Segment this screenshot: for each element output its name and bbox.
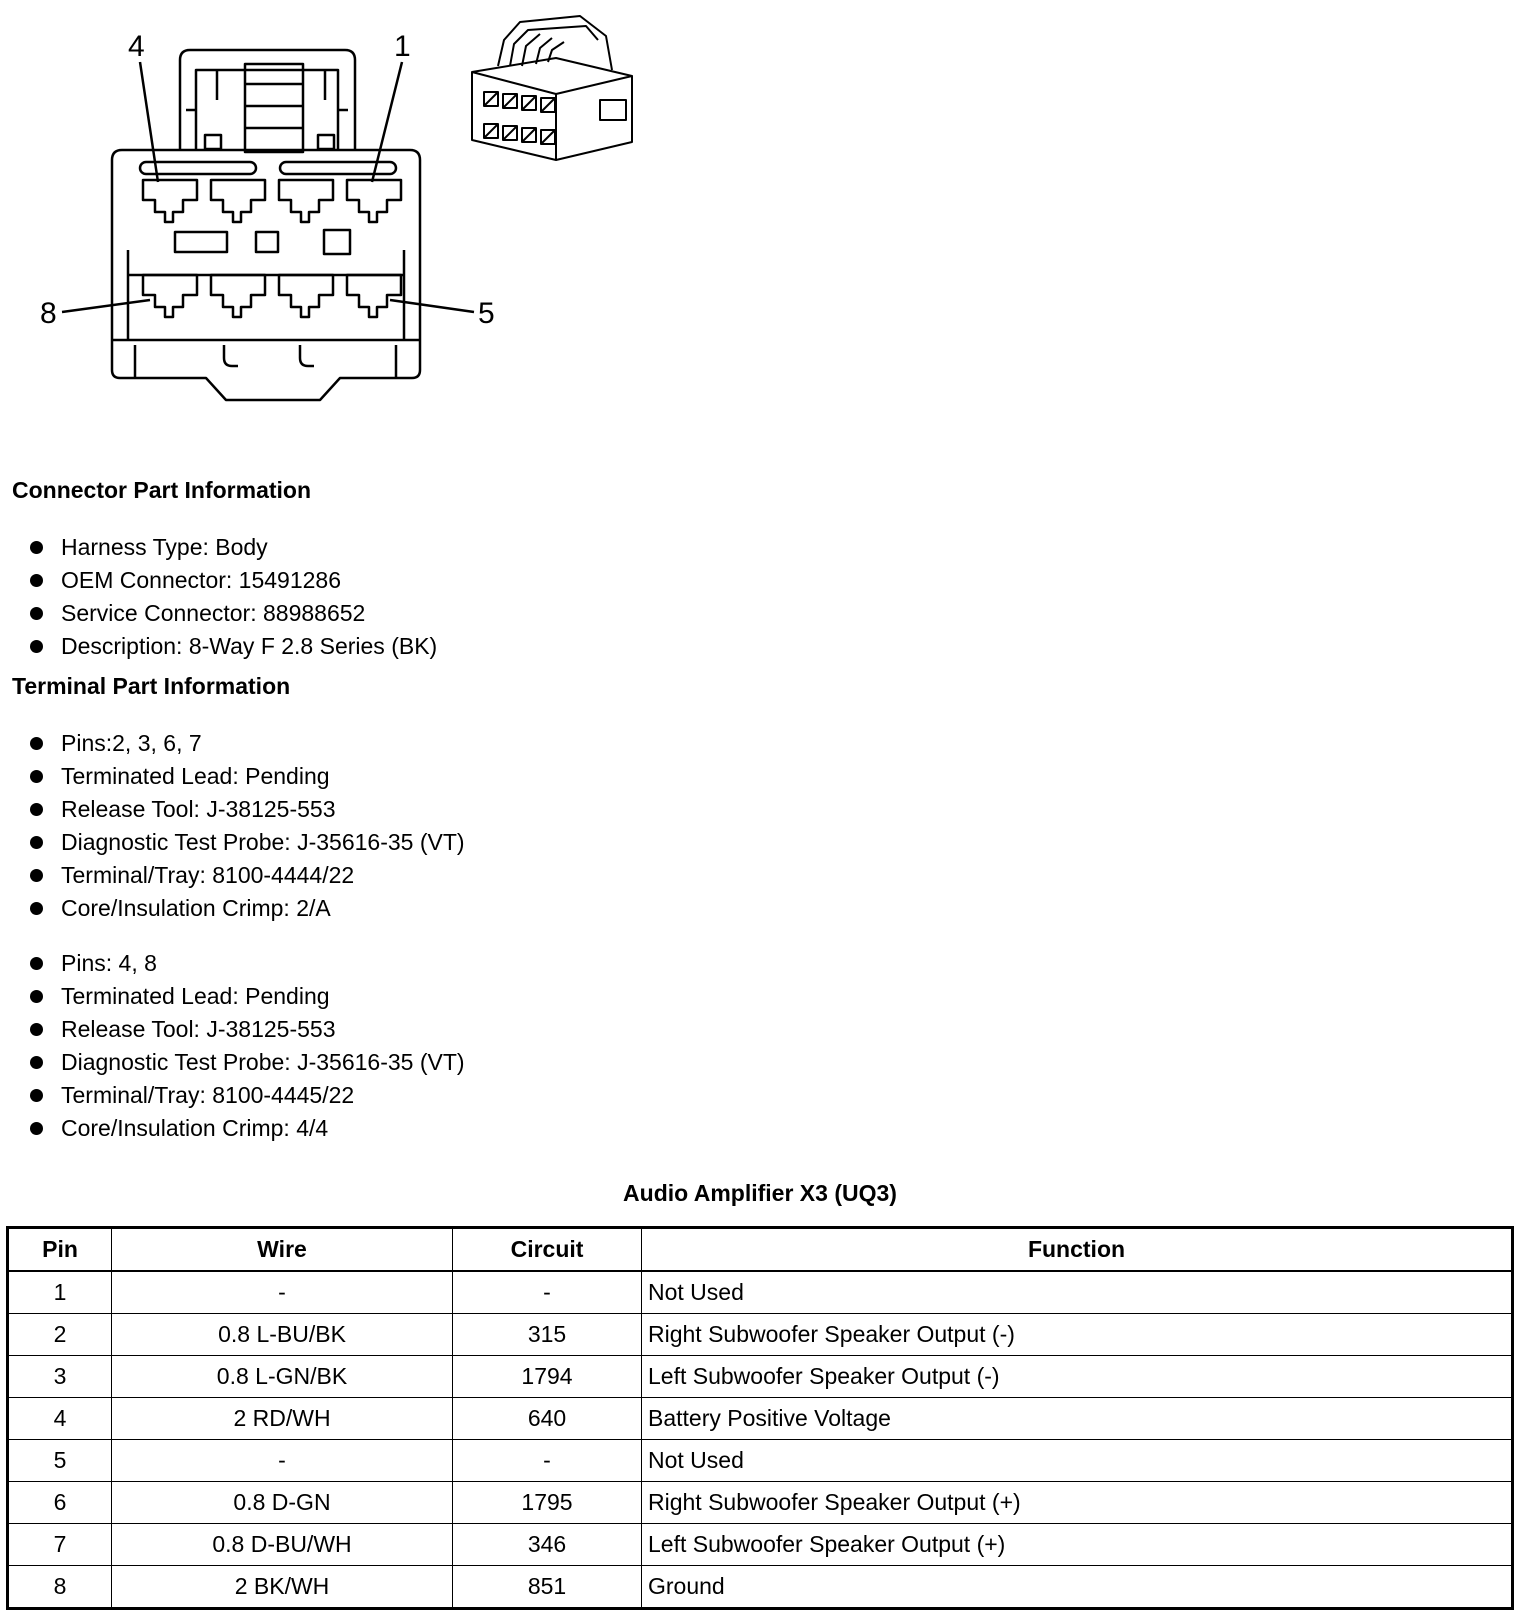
- bullet-icon: [30, 803, 43, 816]
- connector-part-info-heading: Connector Part Information: [12, 477, 312, 503]
- connector-face-view-icon: [62, 50, 474, 400]
- list-item-text: OEM Connector: 15491286: [61, 567, 342, 593]
- connector-pin-callouts: [40, 30, 495, 330]
- cell-function: Battery Positive Voltage: [642, 1398, 1513, 1440]
- list-item-text: Pins:2, 3, 6, 7: [61, 730, 202, 756]
- list-item-text: Diagnostic Test Probe: J-35616-35 (VT): [61, 829, 465, 855]
- list-item: [30, 727, 465, 760]
- cell-circuit: 1794: [453, 1356, 642, 1398]
- list-item-text: Terminal/Tray: 8100-4445/22: [61, 1082, 355, 1108]
- cell-circuit: 1795: [453, 1482, 642, 1524]
- list-item: [30, 980, 465, 1013]
- bullet-icon: [30, 869, 43, 882]
- bullet-icon: [30, 574, 43, 587]
- cell-circuit: 346: [453, 1524, 642, 1566]
- list-item-text: Service Connector: 88988652: [61, 600, 366, 626]
- isometric-cavity-row-bottom: [484, 124, 555, 144]
- list-item-text: Release Tool: J-38125-553: [61, 1016, 336, 1042]
- list-item: [30, 859, 465, 892]
- cell-wire: 0.8 L-BU/BK: [112, 1314, 453, 1356]
- bullet-icon: [30, 1023, 43, 1036]
- table-row: [8, 1398, 1513, 1440]
- list-item: [30, 793, 465, 826]
- table-row: [8, 1271, 1513, 1314]
- header-wire: Wire: [112, 1228, 453, 1272]
- cell-function: Not Used: [642, 1440, 1513, 1482]
- cell-function: Right Subwoofer Speaker Output (+): [642, 1482, 1513, 1524]
- list-item-text: Terminal/Tray: 8100-4444/22: [61, 862, 355, 888]
- cell-wire: -: [112, 1271, 453, 1314]
- bullet-icon: [30, 957, 43, 970]
- cell-circuit: 640: [453, 1398, 642, 1440]
- table-row: [8, 1524, 1513, 1566]
- cell-wire: -: [112, 1440, 453, 1482]
- cell-pin: 2: [8, 1314, 112, 1356]
- header-function: Function: [642, 1228, 1513, 1272]
- table-row: [8, 1440, 1513, 1482]
- list-item: [30, 826, 465, 859]
- bullet-icon: [30, 1122, 43, 1135]
- bullet-icon: [30, 1056, 43, 1069]
- table-header-row: [8, 1228, 1513, 1272]
- list-item: [30, 1013, 465, 1046]
- connector-diagram: [0, 0, 700, 430]
- list-item-text: Release Tool: J-38125-553: [61, 796, 336, 822]
- bullet-icon: [30, 836, 43, 849]
- cell-circuit: 315: [453, 1314, 642, 1356]
- cell-pin: 8: [8, 1566, 112, 1609]
- list-item: [30, 1079, 465, 1112]
- list-item-text: Description: 8-Way F 2.8 Series (BK): [61, 633, 438, 659]
- list-item-text: Terminated Lead: Pending: [61, 763, 330, 789]
- cell-wire: 2 RD/WH: [112, 1398, 453, 1440]
- bullet-icon: [30, 770, 43, 783]
- list-item-text: Core/Insulation Crimp: 2/A: [61, 895, 331, 921]
- bullet-icon: [30, 541, 43, 554]
- connector-part-info-list: [30, 531, 437, 663]
- cell-pin: 5: [8, 1440, 112, 1482]
- header-pin: Pin: [8, 1228, 112, 1272]
- cell-pin: 3: [8, 1356, 112, 1398]
- cell-pin: 7: [8, 1524, 112, 1566]
- cell-circuit: -: [453, 1271, 642, 1314]
- cell-wire: 0.8 L-GN/BK: [112, 1356, 453, 1398]
- list-item: [30, 597, 437, 630]
- bullet-icon: [30, 737, 43, 750]
- cell-wire: 0.8 D-BU/WH: [112, 1524, 453, 1566]
- list-item: [30, 1046, 465, 1079]
- pin-table-title: Audio Amplifier X3 (UQ3): [623, 1180, 897, 1206]
- list-item-text: Harness Type: Body: [61, 534, 268, 560]
- connector-isometric-view-icon: [472, 16, 632, 160]
- table-row: [8, 1566, 1513, 1609]
- cell-function: Ground: [642, 1566, 1513, 1609]
- cell-pin: 4: [8, 1398, 112, 1440]
- pin-callout-4: 4: [128, 30, 145, 63]
- pin-table: [6, 1226, 1514, 1610]
- bullet-icon: [30, 640, 43, 653]
- table-row: [8, 1356, 1513, 1398]
- list-item-text: Core/Insulation Crimp: 4/4: [61, 1115, 329, 1141]
- cell-circuit: -: [453, 1440, 642, 1482]
- list-item: [30, 630, 437, 663]
- list-item: [30, 1112, 465, 1145]
- pin-callout-1: 1: [394, 30, 411, 63]
- bullet-icon: [30, 990, 43, 1003]
- cell-function: Not Used: [642, 1271, 1513, 1314]
- table-row: [8, 1314, 1513, 1356]
- terminal-part-info-list-1: [30, 727, 465, 925]
- pin-callout-5: 5: [478, 297, 495, 330]
- list-item-text: Pins: 4, 8: [61, 950, 157, 976]
- list-item: [30, 892, 465, 925]
- isometric-cavity-row-top: [484, 92, 555, 112]
- list-item: [30, 947, 465, 980]
- list-item: [30, 564, 437, 597]
- cell-pin: 6: [8, 1482, 112, 1524]
- cell-wire: 0.8 D-GN: [112, 1482, 453, 1524]
- terminal-part-info-heading: Terminal Part Information: [12, 673, 291, 699]
- bullet-icon: [30, 607, 43, 620]
- pin-callout-8: 8: [40, 297, 57, 330]
- cell-wire: 2 BK/WH: [112, 1566, 453, 1609]
- cell-function: Left Subwoofer Speaker Output (+): [642, 1524, 1513, 1566]
- list-item: [30, 760, 465, 793]
- cell-circuit: 851: [453, 1566, 642, 1609]
- list-item-text: Terminated Lead: Pending: [61, 983, 330, 1009]
- terminal-part-info-list-2: [30, 947, 465, 1145]
- bullet-icon: [30, 1089, 43, 1102]
- list-item: [30, 531, 437, 564]
- table-row: [8, 1482, 1513, 1524]
- bullet-icon: [30, 902, 43, 915]
- cell-pin: 1: [8, 1271, 112, 1314]
- cell-function: Right Subwoofer Speaker Output (-): [642, 1314, 1513, 1356]
- header-circuit: Circuit: [453, 1228, 642, 1272]
- cell-function: Left Subwoofer Speaker Output (-): [642, 1356, 1513, 1398]
- list-item-text: Diagnostic Test Probe: J-35616-35 (VT): [61, 1049, 465, 1075]
